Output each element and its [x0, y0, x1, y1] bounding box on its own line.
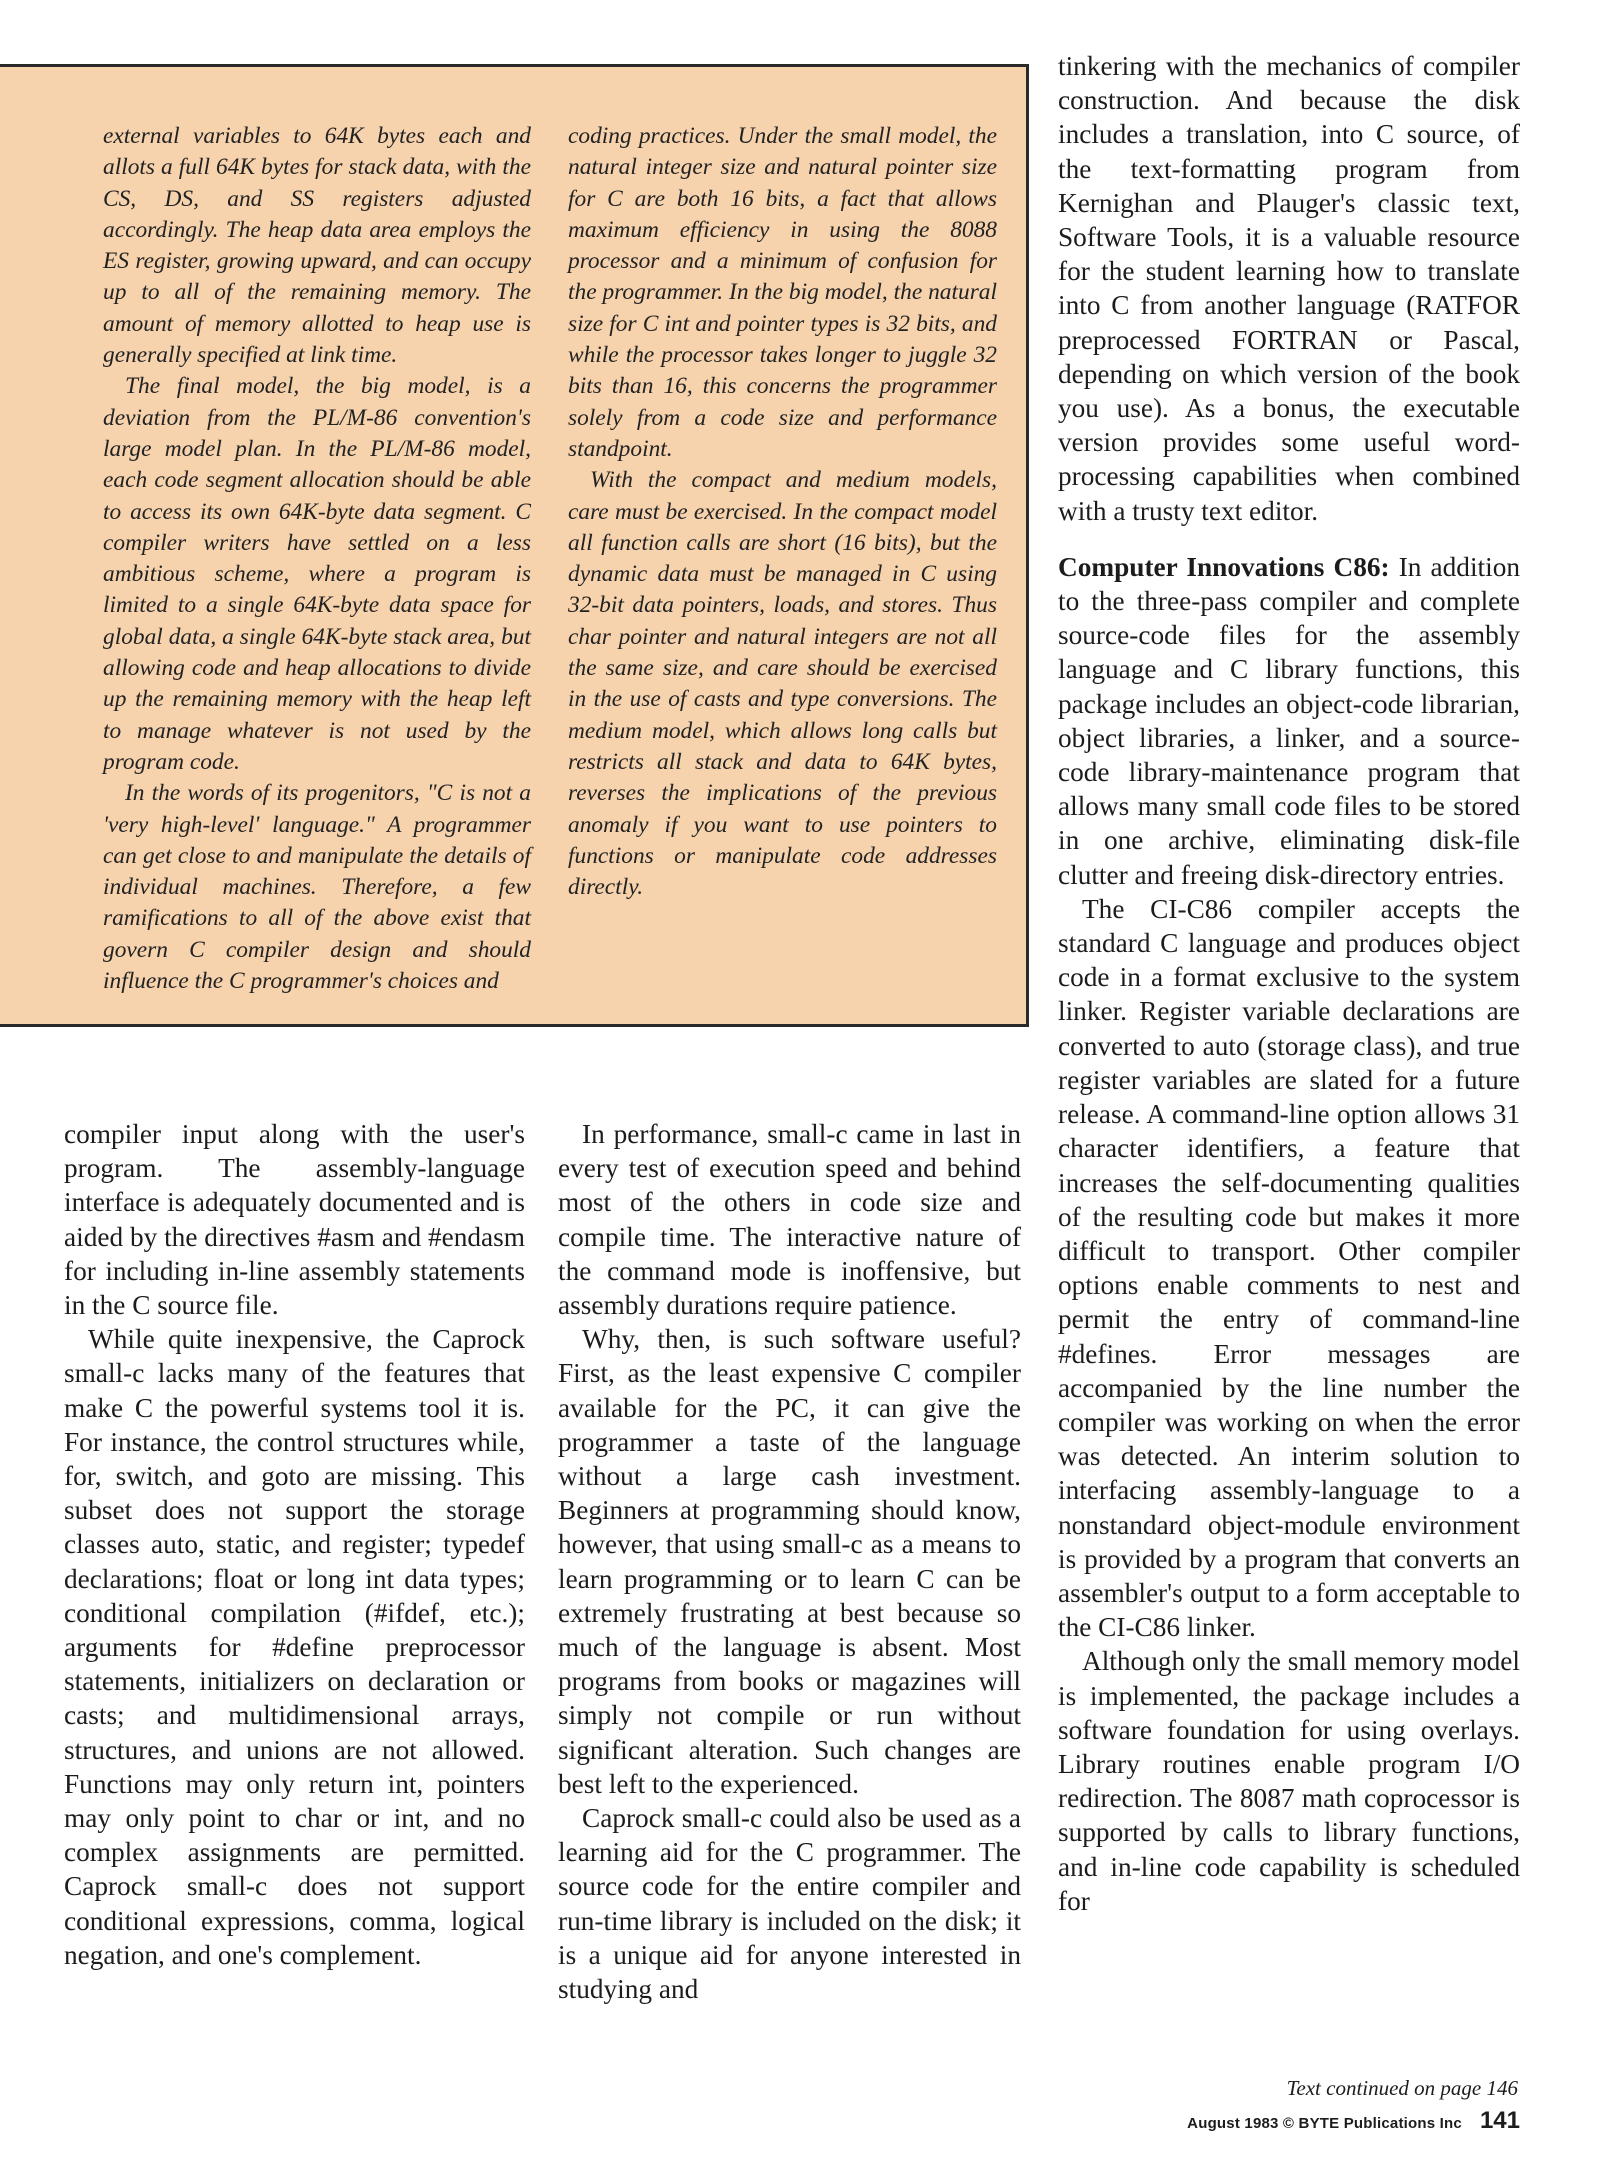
sidebar-paragraph: external variables to 64K bytes each and allots a full 64K bytes for stack data, with the CS, DS, and SS registers adjusted accordingly. The heap data area employs the ES register, growing upward, and can occupy up to all of the remaining memory. The amount of memory allotted to heap use is generally specified at link time.	[103, 123, 531, 369]
continued-note: Text continued on page 146	[1286, 2076, 1518, 2100]
section-paragraph	[1058, 550, 1520, 892]
page-number: 141	[1479, 2107, 1520, 2134]
sidebar-column-2	[568, 121, 997, 903]
body-paragraph: tinkering with the mechanics of compiler construction. And because the disk includes a translation, into C source, of the text-formatting program from Kernighan and Plauger's classic text, Software Tools, it is a valuable resource for the student learning how to translate into C from another language (RATFOR preprocessed FORTRAN or Pascal, depending on which version of the book you use). As a bonus, the executable version provides some useful word-processing capabilities when combined with a trusty text editor.	[1058, 51, 1520, 526]
body-paragraph: The CI-C86 compiler accepts the standard C language and produces object code in a format exclusive to the system linker. Register variable declarations are converted to auto (storage class), and true register variables are slated for a future release. A command-line option allows 31 character identifiers, a feature that increases the self-documenting qualities of the resulting code but makes it more difficult to transport. Other compiler options enable comments to nest and permit the entry of command-line #defines. Error messages are accompanied by the line number the compiler was working on when the error was detected. An interim solution to interfacing assembly-language to a nonstandard object-module environment is provided by a program that converts an assembler's output to a form acceptable to the CI-C86 linker.	[1058, 893, 1520, 1643]
sidebar-column-1	[103, 121, 531, 997]
section-text: In addition to the three-pass compiler and complete source-code files for the assembly language and C library functions, this package includes an object-code librarian, object libraries, a linker, and a source-code library-maintenance program that allows many small code files to be stored in one archive, eliminating disk-file clutter and freeing disk-directory entries.	[1058, 551, 1521, 890]
body-paragraph: While quite inexpensive, the Caprock small-c lacks many of the features that make C the powerful systems tool it is. For instance, the control structures while, for, switch, and goto are missing. This subset does not support the storage classes auto, static, and register; typedef declarations; float or long int data types; conditional compilation (#ifdef, etc.); arguments for #define preprocessor statements, initializers on declaration or casts; and multidimensional arrays, structures, and unions are not allowed. Functions may only return int, pointers may only point to char or int, and no complex assignments are permitted. Caprock small-c does not support conditional expressions, comma, logical negation, and one's complement.	[64, 1324, 525, 1970]
body-paragraph: Why, then, is such software useful? First, as the least expensive C compiler available for the PC, it can give the programmer a taste of the language without a large cash investment. Beginners at programming should know, however, that using small-c as a means to learn programming or to learn C can be extremely frustrating at best because so much of the language is absent. Most programs from books or magazines will simply not compile or run without significant alteration. Such changes are best left to the experienced.	[558, 1324, 1021, 1799]
body-column-left	[64, 1117, 525, 1972]
body-paragraph: Caprock small-c could also be used as a learning aid for the C programmer. The source code for the entire compiler and run-time library is included on the disk; it is a unique aid for anyone interested in studying and	[558, 1803, 1021, 2005]
section-heading: Computer Innovations C86:	[1058, 551, 1390, 582]
sidebar-paragraph: The final model, the big model, is a deviation from the PL/M-86 convention's large model plan. In the PL/M-86 model, each code segment allocation should be able to access its own 64K-byte data segment. C compiler writers have settled on a less ambitious scheme, where a program is limited to a single 64K-byte data space for global data, a single 64K-byte stack area, but allowing code and heap allocations to divide up the remaining memory with the heap left to manage whatever is not used by the program code.	[103, 373, 531, 775]
body-paragraph: compiler input along with the user's program. The assembly-language interface is adequately documented and is aided by the directives #asm and #endasm for including in-line assembly statements in the C source file.	[64, 1119, 525, 1321]
footer-publication: August 1983 © BYTE Publications Inc	[1187, 2115, 1462, 2132]
body-column-right	[1058, 49, 1520, 1918]
body-column-middle	[558, 1117, 1021, 2006]
body-paragraph: In performance, small-c came in last in every test of execution speed and behind most of the others in code size and compile time. The interactive nature of the command mode is inoffensive, but assembly durations require patience.	[558, 1119, 1021, 1321]
sidebar-box	[0, 64, 1029, 1027]
sidebar-paragraph: With the compact and medium models, care must be exercised. In the compact model all function calls are short (16 bits), but the dynamic data must be managed in C using 32-bit data pointers, loads, and stores. Thus char pointer and natural integers are not all the same size, and care should be exercised in the use of casts and type conversions. The medium model, which allows long calls but restricts all stack and data to 64K bytes, reverses the implications of the previous anomaly if you want to use pointers to functions or manipulate code addresses directly.	[568, 467, 997, 901]
page-footer	[1058, 2107, 1520, 2135]
sidebar-paragraph: coding practices. Under the small model, the natural integer size and natural pointer size for C are both 16 bits, a fact that allows maximum efficiency in using the 8088 processor and a minimum of confusion for the programmer. In the big model, the natural size for C int and pointer types is 32 bits, and while the processor takes longer to juggle 32 bits than 16, this concerns the programmer solely from a code size and performance standpoint.	[568, 123, 997, 462]
sidebar-paragraph: In the words of its progenitors, "C is not a 'very high-level' language." A programmer can get close to and manipulate the details of individual machines. Therefore, a few ramifications to all of the above exist that govern C compiler design and should influence the C programmer's choices and	[103, 780, 531, 995]
body-paragraph: Although only the small memory model is implemented, the package includes a software foundation for using overlays. Library routines enable program I/O redirection. The 8087 math coprocessor is supported by calls to library functions, and in-line code capability is scheduled for	[1058, 1646, 1520, 1916]
